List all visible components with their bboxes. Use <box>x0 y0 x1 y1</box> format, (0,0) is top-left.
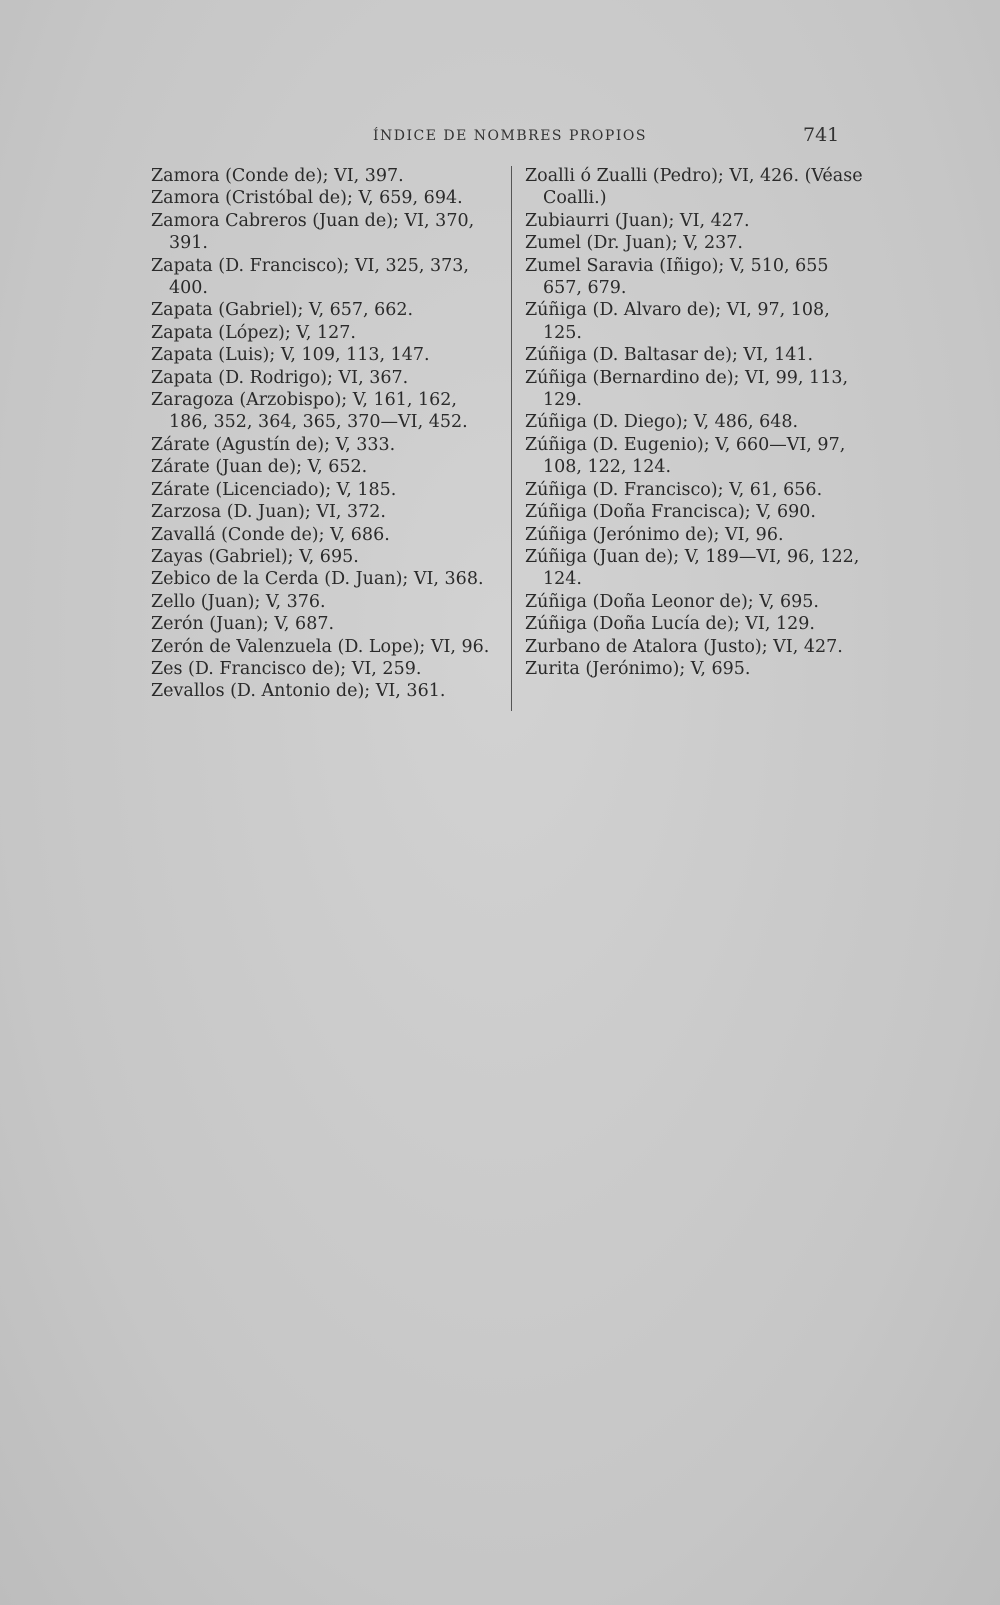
index-entry: Zapata (Luis); V, 109, 113, 147. <box>151 345 430 366</box>
index-entry: Zebico de la Cerda (D. Juan); VI, 368. <box>151 569 484 590</box>
index-entry: Zerón (Juan); V, 687. <box>151 614 335 635</box>
index-entry: Zamora (Conde de); VI, 397. <box>151 166 404 186</box>
index-entry: Zúñiga (D. Diego); V, 486, 648. <box>525 412 799 433</box>
index-entry: Zúñiga (D. Alvaro de); VI, 97, 108, 125. <box>525 300 830 343</box>
index-entry: Zúñiga (Bernardino de); VI, 99, 113, 129. <box>525 367 849 411</box>
index-entry: Zúñiga (Doña Leonor de); V, 695. <box>525 591 819 612</box>
index-entry: Zúñiga (Doña Francisca); V, 690. <box>525 502 816 523</box>
index-entry: Zaragoza (Arzobispo); V, 161, 162, 186, 352, 364, 365, 370—VI, 452. <box>151 390 468 433</box>
index-entry: Zapata (López); V, 127. <box>151 322 356 343</box>
index-entry: Zúñiga (Doña Lucía de); VI, 129. <box>525 614 815 635</box>
index-entry: Zapata (Gabriel); V, 657, 662. <box>151 300 414 321</box>
index-entry: Zello (Juan); V, 376. <box>151 591 326 612</box>
index-entry: Zapata (D. Rodrigo); VI, 367. <box>151 367 409 388</box>
index-entry: Zoalli ó Zualli (Pedro); VI, 426. (Véase Coalli.) <box>525 166 863 209</box>
index-entry: Zerón de Valenzuela (D. Lope); VI, 96. <box>151 636 490 657</box>
index-entry: Zes (D. Francisco de); VI, 259. <box>151 658 422 679</box>
index-entry: Zúñiga (D. Baltasar de); VI, 141. <box>525 345 814 366</box>
index-entry: Zúñiga (Juan de); V, 189—VI, 96, 122, 124. <box>525 546 860 590</box>
running-title: ÍNDICE DE NOMBRES PROPIOS <box>373 128 647 144</box>
index-entry: Zúñiga (Jerónimo de); VI, 96. <box>525 524 784 545</box>
index-entry: Zarzosa (D. Juan); VI, 372. <box>151 502 386 523</box>
index-entry: Zúñiga (D. Eugenio); V, 660—VI, 97, 108, 122, 124. <box>525 434 846 478</box>
index-entry: Zumel Saravia (Iñigo); V, 510, 655 657, 679. <box>525 255 829 299</box>
index-entry: Zúñiga (D. Francisco); V, 61, 656. <box>525 479 823 500</box>
index-entry: Zevallos (D. Antonio de); VI, 361. <box>151 681 446 702</box>
index-entry: Zurbano de Atalora (Justo); VI, 427. <box>525 636 843 657</box>
index-entry: Zamora (Cristóbal de); V, 659, 694. <box>151 188 463 209</box>
index-entry: Zárate (Licenciado); V, 185. <box>151 479 397 500</box>
index-entry: Zayas (Gabriel); V, 695. <box>151 546 359 567</box>
index-entry: Zumel (Dr. Juan); V, 237. <box>525 233 743 254</box>
index-entry: Zurita (Jerónimo); V, 695. <box>525 658 751 679</box>
index-entry: Zamora Cabreros (Juan de); VI, 370, 391. <box>151 210 475 254</box>
index-entry: Zubiaurri (Juan); VI, 427. <box>525 210 750 231</box>
index-entry: Zárate (Agustín de); V, 333. <box>151 434 396 455</box>
column-divider <box>511 166 512 711</box>
index-entry: Zavallá (Conde de); V, 686. <box>151 524 390 545</box>
index-column-right <box>525 165 870 680</box>
index-column-left <box>151 165 496 703</box>
index-entry: Zapata (D. Francisco); VI, 325, 373, 400. <box>151 255 469 299</box>
page-number: 741 <box>803 124 840 146</box>
index-entry: Zárate (Juan de); V, 652. <box>151 457 368 478</box>
